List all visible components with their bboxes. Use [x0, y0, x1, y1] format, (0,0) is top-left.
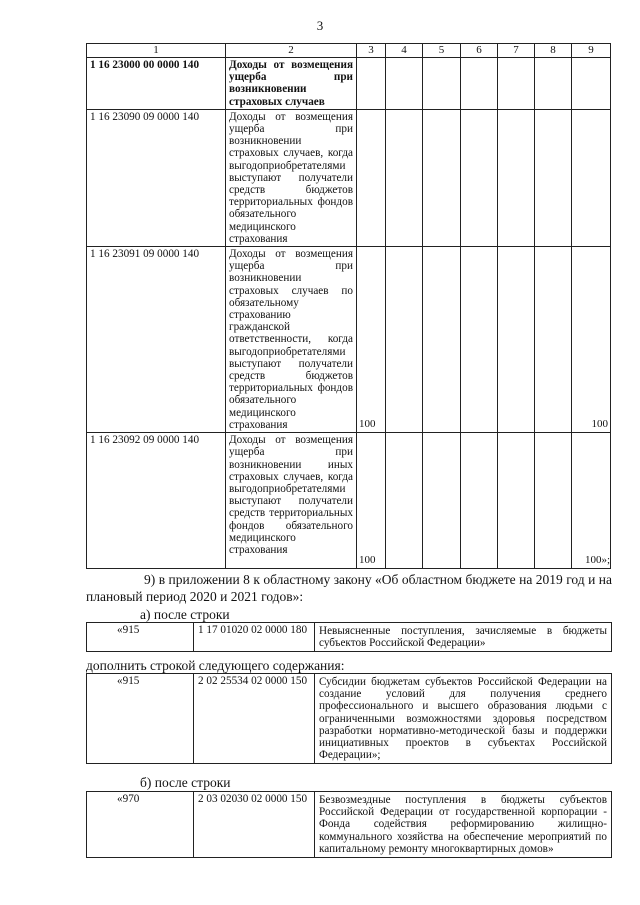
- code-cell: 1 16 23090 09 0000 140: [87, 109, 226, 246]
- code-cell: 1 16 23000 00 0000 140: [87, 58, 226, 110]
- code-cell: 2 02 25534 02 0000 150: [194, 674, 315, 764]
- name-cell: Доходы от возмещения ущерба при возникновении страховых случаев: [226, 58, 357, 110]
- value-cell-col9: [572, 58, 611, 110]
- name-cell: Доходы от возмещения ущерба при возникновении страховых случаев, когда выгодоприобретателями выступают получатели средств бюджетов территориальных фондов обязательного медицинского страхования: [226, 109, 357, 246]
- code-cell: 1 16 23092 09 0000 140: [87, 433, 226, 569]
- name-cell: Безвозмездные поступления в бюджеты субъектов Российской Федерации от государственной корпорации - Фонда содействия реформированию жилищно-коммунального хозяйства на обеспечение мероприятий по капитальному ремонту многоквартирных домов»: [315, 792, 612, 858]
- row-after-table-a: [86, 622, 612, 652]
- page-number: 3: [316, 18, 324, 33]
- value-cell-col3: 100: [357, 247, 386, 433]
- value-cell-col3: [357, 109, 386, 246]
- name-cell: Субсидии бюджетам субъектов Российской Федерации на создание условий для получения среднего профессионального и высшего образования людьми с ограниченными возможностями здоровья посредством разработки нормативно-методической базы и поддержки инициативных проектов в субъектах Российской Федерации»;: [315, 674, 612, 764]
- value-cell-col9: 100»;: [572, 433, 611, 569]
- table-row: [87, 109, 611, 246]
- code-cell: 2 03 02030 02 0000 150: [194, 792, 315, 858]
- value-cell-col9: 100: [572, 247, 611, 433]
- name-cell: Доходы от возмещения ущерба при возникновении иных страховых случаев, когда выгодоприобретателями выступают получатели средств территориальных фондов обязательного медицинского страхования: [226, 433, 357, 569]
- column-header: 4: [386, 44, 423, 58]
- name-cell: Доходы от возмещения ущерба при возникновении страховых случаев по обязательному страхованию гражданской ответственности, когда выгодоприобретателями выступают получатели средств бюджетов территориальных фондов обязательного медицинского страхования: [226, 247, 357, 433]
- table-row: [87, 674, 612, 764]
- revenue-table: [86, 43, 611, 569]
- paragraph-item-9: 9) в приложении 8 к областному закону «Об областном бюджете на 2019 год и на плановый период 2020 и 2021 годов»:: [86, 572, 612, 604]
- code-cell: 1 16 23091 09 0000 140: [87, 247, 226, 433]
- row-after-table-b: [86, 791, 612, 858]
- column-header: 1: [87, 44, 226, 58]
- table-row: [87, 623, 612, 652]
- table-row: [87, 792, 612, 858]
- added-row-table: [86, 673, 612, 764]
- column-header: 2: [226, 44, 357, 58]
- name-cell: Невыясненные поступления, зачисляемые в бюджеты субъектов Российской Федерации»: [315, 623, 612, 652]
- admin-code-cell: «915: [87, 674, 194, 764]
- add-line-text: дополнить строкой следующего содержания:: [86, 658, 345, 673]
- column-header: 9: [572, 44, 611, 58]
- column-header: 6: [461, 44, 498, 58]
- code-cell: 1 17 01020 02 0000 180: [194, 623, 315, 652]
- column-header: 3: [357, 44, 386, 58]
- column-header: 5: [423, 44, 461, 58]
- value-cell-col9: [572, 109, 611, 246]
- table-header-row: [87, 44, 611, 58]
- column-header: 7: [498, 44, 535, 58]
- value-cell-col3: [357, 58, 386, 110]
- subparagraph-a: а) после строки: [140, 607, 230, 622]
- subparagraph-b: б) после строки: [140, 775, 231, 790]
- table-row: [87, 247, 611, 433]
- value-cell-col3: 100: [357, 433, 386, 569]
- table-row: [87, 58, 611, 110]
- column-header: 8: [535, 44, 572, 58]
- admin-code-cell: «915: [87, 623, 194, 652]
- table-row: [87, 433, 611, 569]
- admin-code-cell: «970: [87, 792, 194, 858]
